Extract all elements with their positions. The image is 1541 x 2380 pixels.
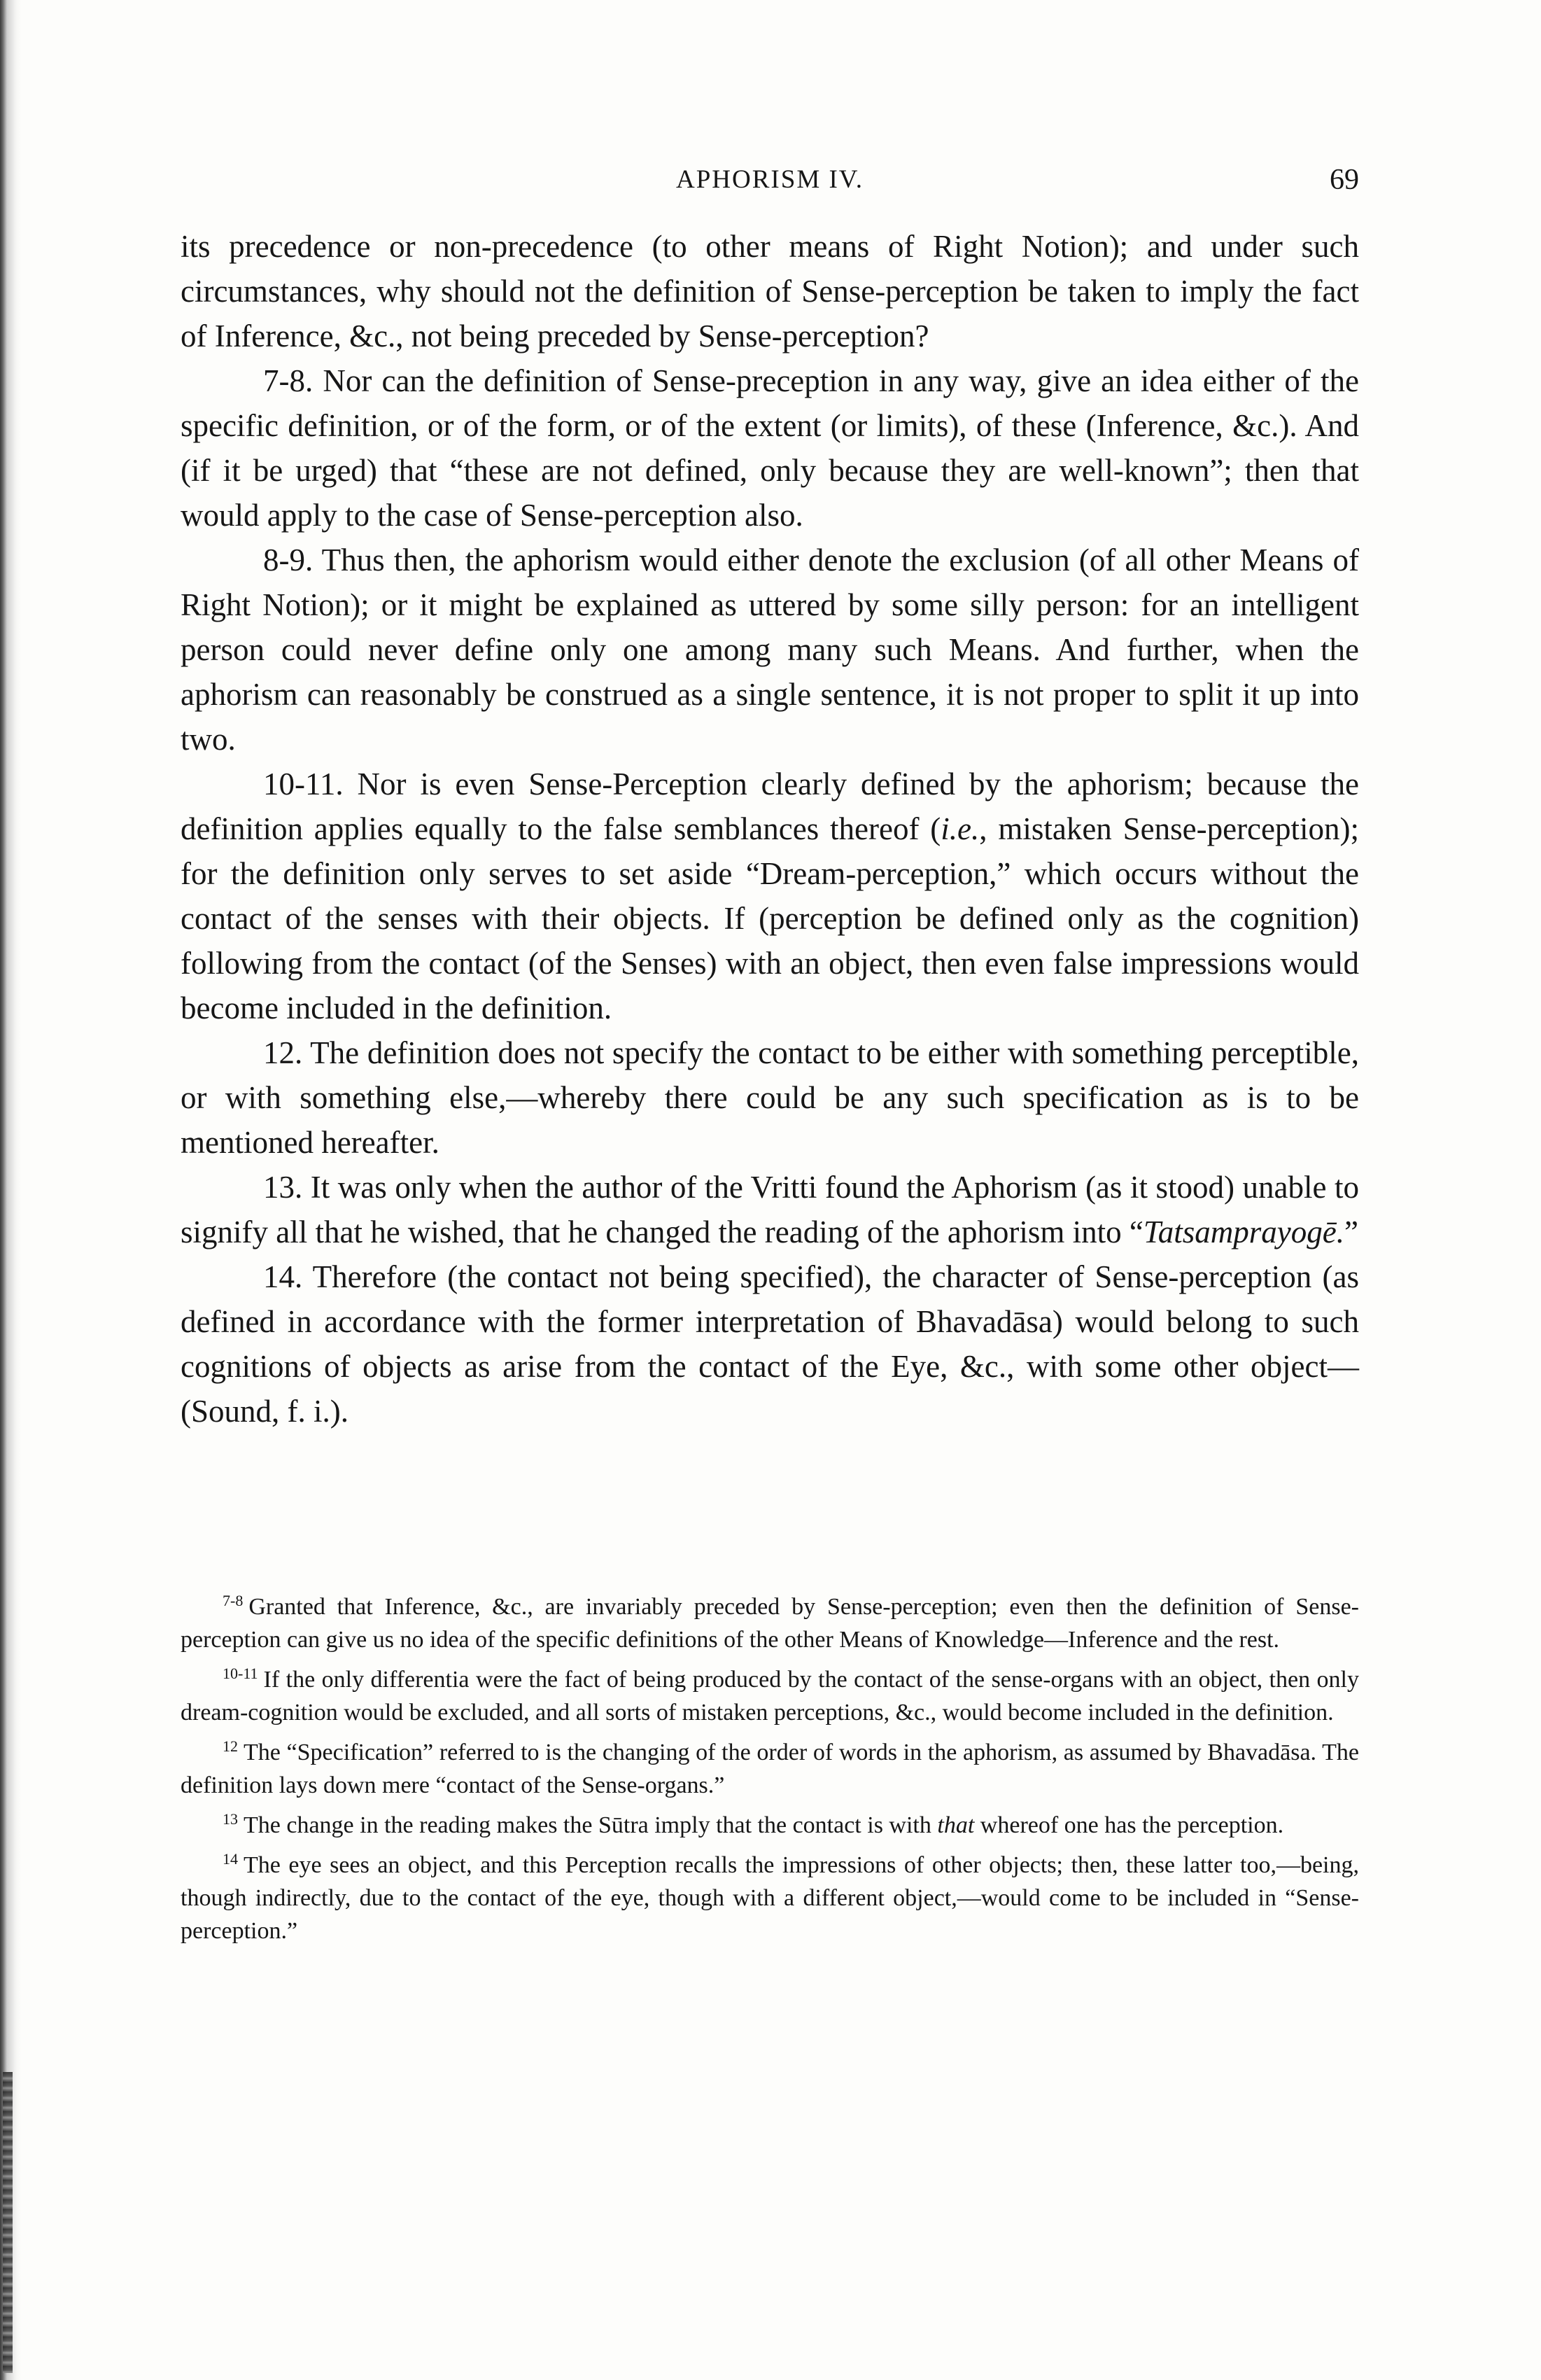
footnote-text: The eye sees an object, and this Perception recalls the impressions of other objects; then, these latter too,—being, though indirectly, due to the contact of the eye, though with a different object,—would come to be included in “Sense-perception.” (181, 1852, 1359, 1944)
paragraph-text-continued: ” (1344, 1214, 1358, 1250)
paragraph-text: The definition does not specify the contact to be either with something perceptible, or with something else,—whereby there could be any such specification as is to be mentioned hereafter. (181, 1035, 1360, 1160)
footnote-ref: 12 (223, 1737, 238, 1755)
paragraph-number: 8-9. (263, 542, 314, 578)
paragraph-italic: Tatsamprayogē. (1143, 1214, 1344, 1250)
paragraph-number: 13. (263, 1170, 303, 1205)
paragraph-text: Nor is even Sense-Perception clearly defined by the aphorism; because the definition applies equally to the false semblances thereof ( (181, 766, 1360, 846)
footnote-text: The “Specification” referred to is the changing of the order of words in the aphorism, as assumed by Bhavadāsa. The definition lays down mere “contact of the Sense-organs.” (181, 1740, 1359, 1798)
footnotes (181, 1590, 1359, 1954)
paragraph-number: 12. (263, 1035, 303, 1070)
paragraph-text: Therefore (the contact not being specified), the character of Sense-perception (as defined in accordance with the former interpretation of Bhavadāsa) would belong to such cognitions of objects as arise from the contact of the Eye, &c., with some other object—(Sound, f. i.). (181, 1259, 1359, 1429)
paragraph-continuation (181, 224, 1359, 358)
paragraph-14 (181, 1254, 1359, 1434)
paragraph-number: 7-8. (263, 363, 314, 398)
footnote-12 (181, 1736, 1359, 1802)
paragraph-text: Thus then, the aphorism would either denote the exclusion (of all other Means of Right Notion); or it might be explained as uttered by some silly person: for an intelligent person could never define only one among many such Means. And further, when the aphorism can reasonably be construed as a single sentence, it is not proper to split it up into two. (181, 542, 1360, 757)
paragraph-12 (181, 1030, 1359, 1165)
paragraph-number: 10-11. (263, 766, 344, 802)
page-number: 69 (1330, 164, 1359, 196)
footnote-text: The change in the reading makes the Sūtra imply that the contact is with (244, 1812, 938, 1838)
footnote-ref: 7-8 (223, 1592, 244, 1609)
binding-mark (3, 2072, 13, 2373)
footnote-7-8 (181, 1590, 1359, 1656)
footnote-ref: 10-11 (223, 1665, 258, 1682)
paragraph-text: It was only when the author of the Vritti found the Aphorism (as it stood) unable to signify all that he wished, that he changed the reading of the aphorism into “ (181, 1170, 1359, 1250)
footnote-text: If the only differentia were the fact of being produced by the contact of the sense-organs with an object, then only dream-cognition would be excluded, and all sorts of mistaken perceptions, &c., would become included in the definition. (181, 1667, 1359, 1726)
paragraph-number: 14. (263, 1259, 303, 1294)
paragraph-13 (181, 1165, 1359, 1254)
main-text (181, 224, 1359, 1434)
running-title: APHORISM IV. (676, 165, 864, 194)
running-head (181, 162, 1359, 197)
footnote-13 (181, 1809, 1359, 1842)
footnote-italic: that (937, 1812, 975, 1838)
paragraph-text: Nor can the definition of Sense-preception in any way, give an idea either of the specific definition, or of the form, or of the extent (or limits), of these (Inference, &c.). And (if it be urged) that “these are not defined, only because they are well-known”; then that would apply to the case of Sense-perception also. (181, 363, 1360, 533)
footnote-ref: 13 (223, 1810, 238, 1828)
paragraph-8-9 (181, 538, 1359, 762)
paragraph-italic: i.e. (941, 811, 980, 846)
paragraph-text: its precedence or non-precedence (to other means of Right Notion); and under such circumstances, why should not the definition of Sense-perception be taken to imply the fact of Inference, &c., not being preceded by Sense-perception? (181, 229, 1359, 354)
footnote-text: Granted that Inference, &c., are invariably preceded by Sense-perception; even then the definition of Sense-perception can give us no idea of the specific definitions of the other Means of Knowledge—Inference and the rest. (181, 1594, 1359, 1653)
paragraph-text-continued: , mistaken Sense-perception); for the definition only serves to set aside “Dream-perception,” which occurs without the contact of the senses with their objects. If (perception be defined only as the cognition) following from the contact (of the Senses) with an object, then even false impressions would become included in the definition. (181, 811, 1359, 1026)
footnote-14 (181, 1849, 1359, 1947)
footnote-text-continued: whereof one has the perception. (974, 1812, 1284, 1838)
paragraph-10-11 (181, 762, 1359, 1030)
binding-edge (0, 0, 21, 2380)
paragraph-7-8 (181, 358, 1359, 538)
footnote-10-11 (181, 1663, 1359, 1729)
footnote-ref: 14 (223, 1850, 238, 1868)
